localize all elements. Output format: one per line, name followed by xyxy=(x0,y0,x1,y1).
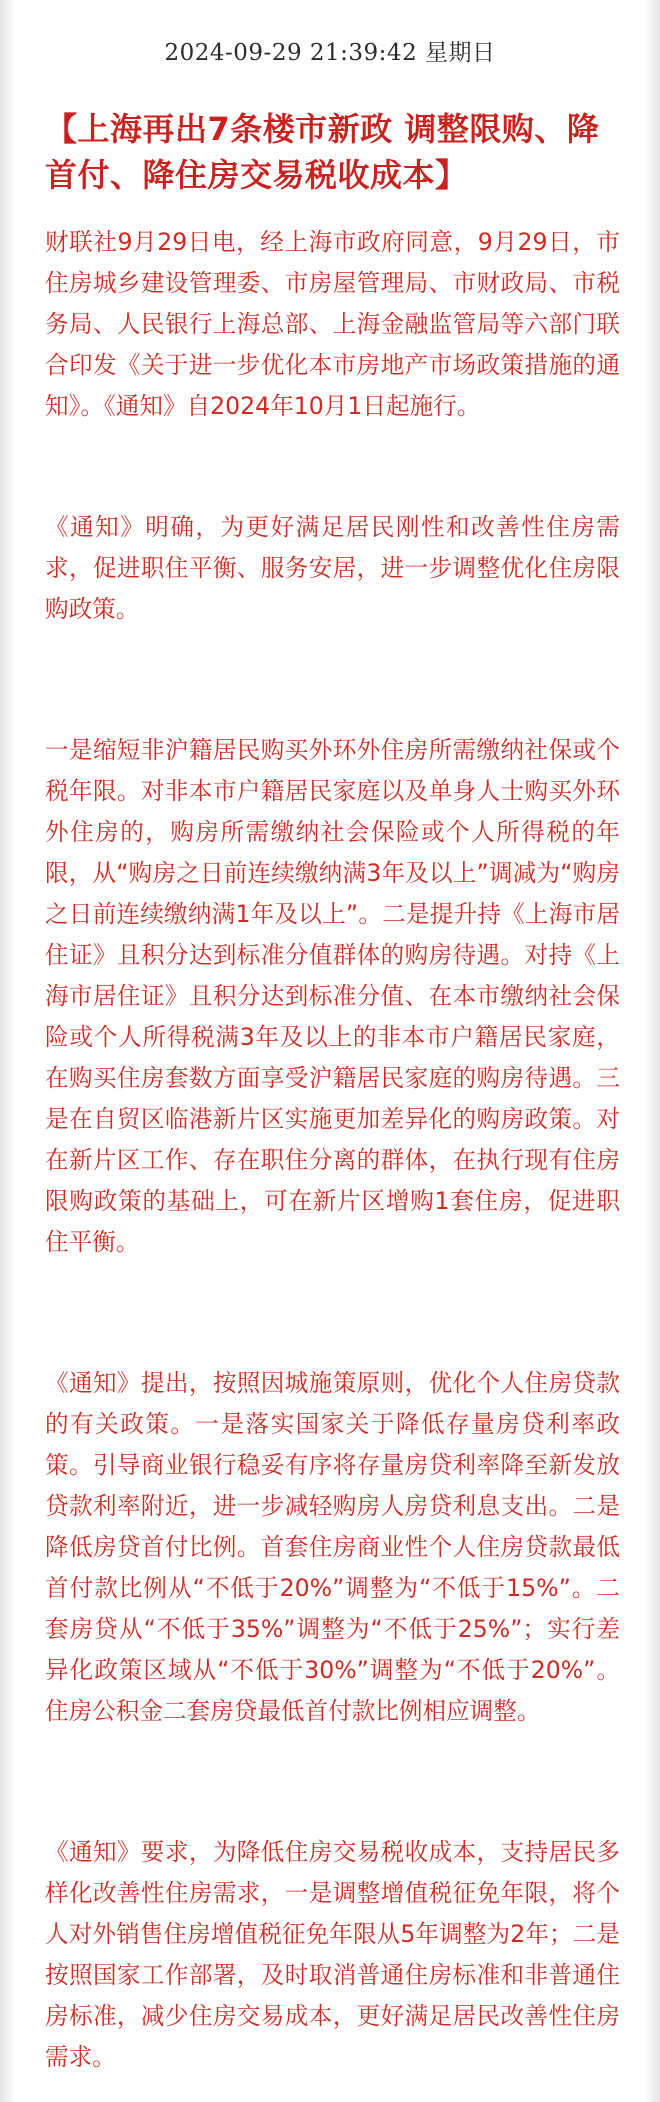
timestamp: 2024-09-29 21:39:42 星期日 xyxy=(164,40,496,66)
left-edge-shadow xyxy=(0,0,16,2102)
paragraph-purchase-restriction: 《通知》明确，为更好满足居民刚性和改善性住房需求，促进职住平衡、服务安居，进一步调整优化住房限购政策。 xyxy=(45,513,620,623)
paragraph-intro: 财联社9月29日电，经上海市政府同意，9月29日，市住房城乡建设管理委、市房屋管理局、市财政局、市税务局、人民银行上海总部、上海金融监管局等六部门联合印发《关于进一步优化本市房地产市场政策措施的通知》。《通知》自2024年10月1日起施行。 xyxy=(45,228,620,420)
article-title: 【上海再出7条楼市新政 调整限购、降首付、降住房交易税收成本】 xyxy=(45,110,600,194)
paragraph-transaction-tax: 《通知》要求，为降低住房交易税收成本，支持居民多样化改善性住房需求，一是调整增值税征免年限，将个人对外销售住房增值税征免年限从5年调整为2年；二是按照国家工作部署，及时取消普通住房标准和非普通住房标准，减少住房交易成本，更好满足居民改善性住房需求。 xyxy=(45,1838,620,2071)
paragraph-purchase-measures: 一是缩短非沪籍居民购买外环外住房所需缴纳社保或个税年限。对非本市户籍居民家庭以及单身人士购买外环外住房的，购房所需缴纳社会保险或个人所得税的年限，从“购房之日前连续缴纳满3年及以上”调减为“购房之日前连续缴纳满1年及以上”。二是提升持《上海市居住证》且积分达到标准分值群体的购房待遇。对持《上海市居住证》且积分达到标准分值、在本市缴纳社会保险或个人所得税满3年及以上的非本市户籍居民家庭，在购买住房套数方面享受沪籍居民家庭的购房待遇。三是在自贸区临港新片区实施更加差异化的购房政策。对在新片区工作、存在职住分离的群体，在执行现有住房限购政策的基础上，可在新片区增购1套住房，促进职住平衡。 xyxy=(45,736,620,1256)
right-edge-shadow xyxy=(644,0,660,2102)
paragraph-housing-loans: 《通知》提出，按照因城施策原则，优化个人住房贷款的有关政策。一是落实国家关于降低存量房贷利率政策。引导商业银行稳妥有序将存量房贷利率降至新发放贷款利率附近，进一步减轻购房人房贷利息支出。二是降低房贷首付比例。首套住房商业性个人住房贷款最低首付款比例从“不低于20%”调整为“不低于15%”。二套房贷从“不低于35%”调整为“不低于25%”；实行差异化政策区域从“不低于30%”调整为“不低于20%”。住房公积金二套房贷最低首付款比例相应调整。 xyxy=(45,1369,620,1725)
article-body xyxy=(45,106,620,2078)
